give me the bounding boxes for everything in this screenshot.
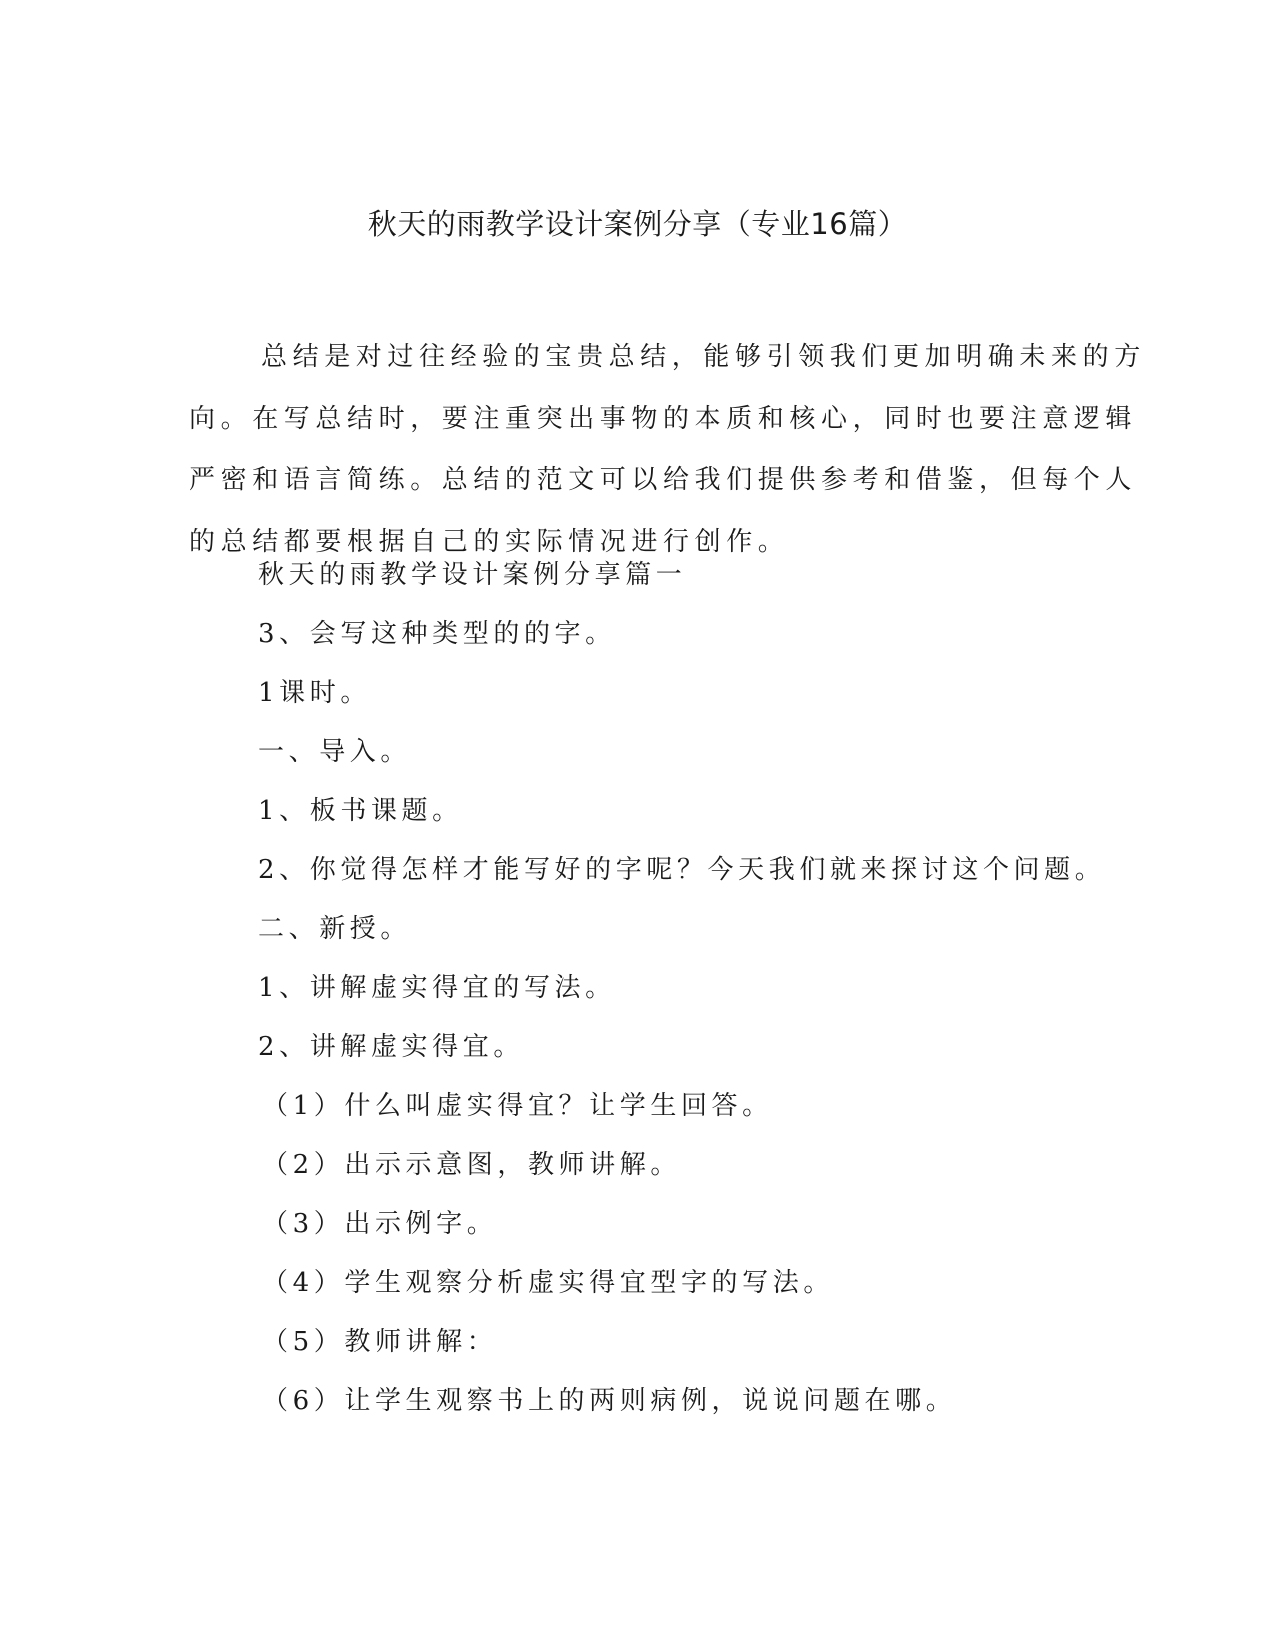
body-line: （5）教师讲解： <box>262 1327 498 1357</box>
body-line: （3）出示例字。 <box>262 1209 498 1239</box>
body-line: 2、你觉得怎样才能写好的字呢？今天我们就来探讨这个问题。 <box>258 855 1106 885</box>
intro-line: 总结是对过往经验的宝贵总结，能够引领我们更加明确未来的方 <box>261 342 1146 372</box>
intro-line: 向。在写总结时，要注重突出事物的本质和核心，同时也要注意逻辑 <box>189 403 1138 434</box>
body-line: 一、导入。 <box>258 737 412 767</box>
body-line: 3、会写这种类型的的字。 <box>258 619 616 649</box>
body-line: （6）让学生观察书上的两则病例，说说问题在哪。 <box>262 1386 957 1416</box>
body-line: （4）学生观察分析虚实得宜型字的写法。 <box>262 1268 834 1298</box>
body-line: 二、新授。 <box>258 914 412 944</box>
intro-paragraph <box>189 327 1146 573</box>
body-line: 1、讲解虚实得宜的写法。 <box>258 973 616 1003</box>
body-line: （2）出示示意图，教师讲解。 <box>262 1150 681 1180</box>
intro-line: 的总结都要根据自己的实际情况进行创作。 <box>189 526 790 557</box>
body-line: 1课时。 <box>258 678 371 708</box>
body-line: 2、讲解虚实得宜。 <box>258 1032 524 1062</box>
page-title: 秋天的雨教学设计案例分享（专业16篇） <box>367 207 908 241</box>
body-line: （1）什么叫虚实得宜？让学生回答。 <box>262 1091 773 1121</box>
intro-line: 严密和语言简练。总结的范文可以给我们提供参考和借鉴，但每个人 <box>189 465 1138 495</box>
section-heading: 秋天的雨教学设计案例分享篇一 <box>258 560 687 590</box>
body-line: 1、板书课题。 <box>258 796 463 826</box>
